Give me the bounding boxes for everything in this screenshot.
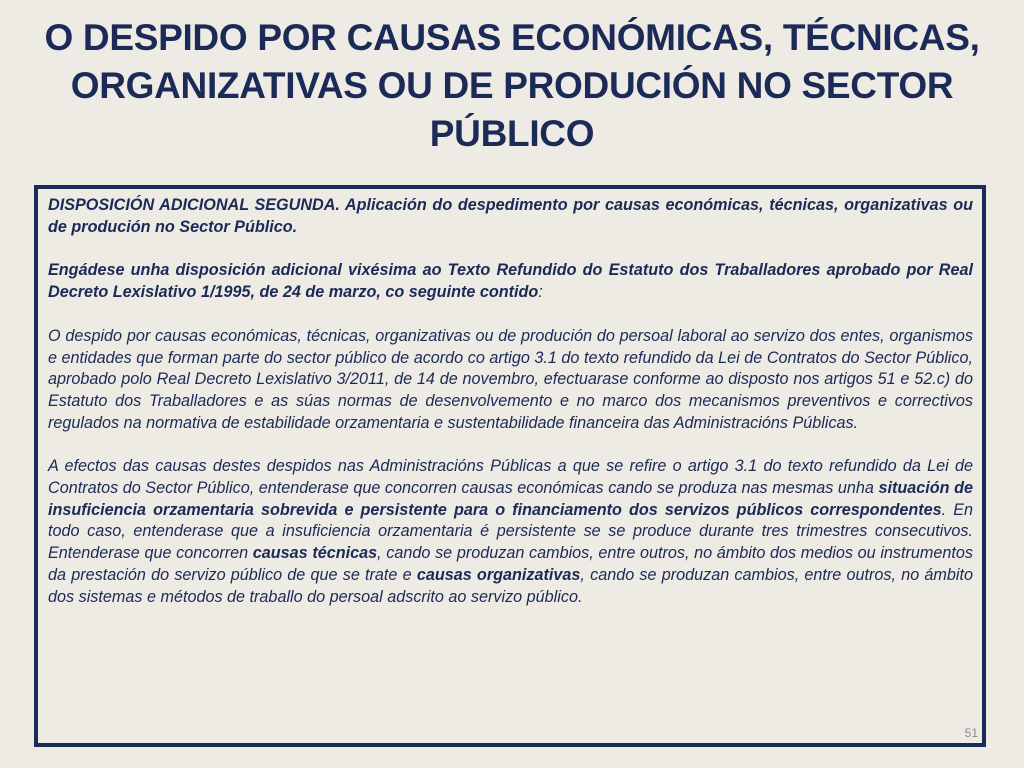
page-number: 51	[964, 726, 978, 740]
intro-colon: :	[538, 283, 543, 302]
paragraph-causes	[48, 456, 973, 608]
slide-title: O DESPIDO POR CAUSAS ECONÓMICAS, TÉCNICAS, ORGANIZATIVAS OU DE PRODUCIÓN NO SECTOR PÚBLICO	[44, 17, 980, 154]
disposition-heading: DISPOSICIÓN ADICIONAL SEGUNDA. Aplicación do despedimento por causas económicas, técnicas, organizativas ou de produción no Sector Público.	[48, 196, 973, 236]
paragraph-dismissal-procedure: O despido por causas económicas, técnicas, organizativas ou de produción do persoal laboral ao servizo dos entes, organismos e entidades que forman parte do sector público de acordo co artigo 3.1 do texto refundido da Lei de Contratos do Sector Público, aprobado polo Real Decreto Lexislativo 3/2011, de 14 de novembro, efectuarase conforme ao disposto nos artigos 51 e 52.c) do Estatuto dos Traballadores e as súas normas de desenvolvemento e no marco dos mecanismos preventivos e correctivos regulados na normativa de estabilidade orzamentaria e sustentabilidade financeira das Administracións Públicas.	[48, 326, 973, 432]
intro-text: Engádese unha disposición adicional vixésima ao Texto Refundido do Estatuto dos Traballadores aprobado por Real Decreto Lexislativo 1/1995, de 24 de marzo, co seguinte contido	[48, 261, 973, 302]
causes-economic-highlight: situación de insuficiencia orzamentaria sobrevida e persistente para o financiamento dos servizos públicos correspondentes	[48, 479, 973, 519]
causes-technical-highlight: causas técnicas	[252, 544, 378, 563]
causes-text-4: , cando se produzan cambios, entre outros, no ámbito dos sistemas e métodos de traballo do persoal adscrito ao servizo público.	[48, 565, 973, 606]
content-box	[34, 185, 986, 747]
causes-text-3: , cando se produzan cambios, entre outros, no ámbito dos medios ou instrumentos da prestación do servizo público de que se trate e	[48, 544, 973, 584]
causes-organizational-highlight: causas organizativas	[416, 565, 581, 584]
intro-paragraph	[48, 260, 973, 303]
causes-text-2: . En todo caso, entenderase que a insuficiencia orzamentaria é persistente se se produce durante tres trimestres consecutivos. Entenderase que concorren	[48, 500, 974, 563]
causes-text-1: A efectos das causas destes despidos nas Administracións Públicas a que se refire o artigo 3.1 do texto refundido da Lei de Contratos do Sector Público, entenderase que concorren causas económicas cando se produza nas mesmas unha	[48, 457, 973, 498]
